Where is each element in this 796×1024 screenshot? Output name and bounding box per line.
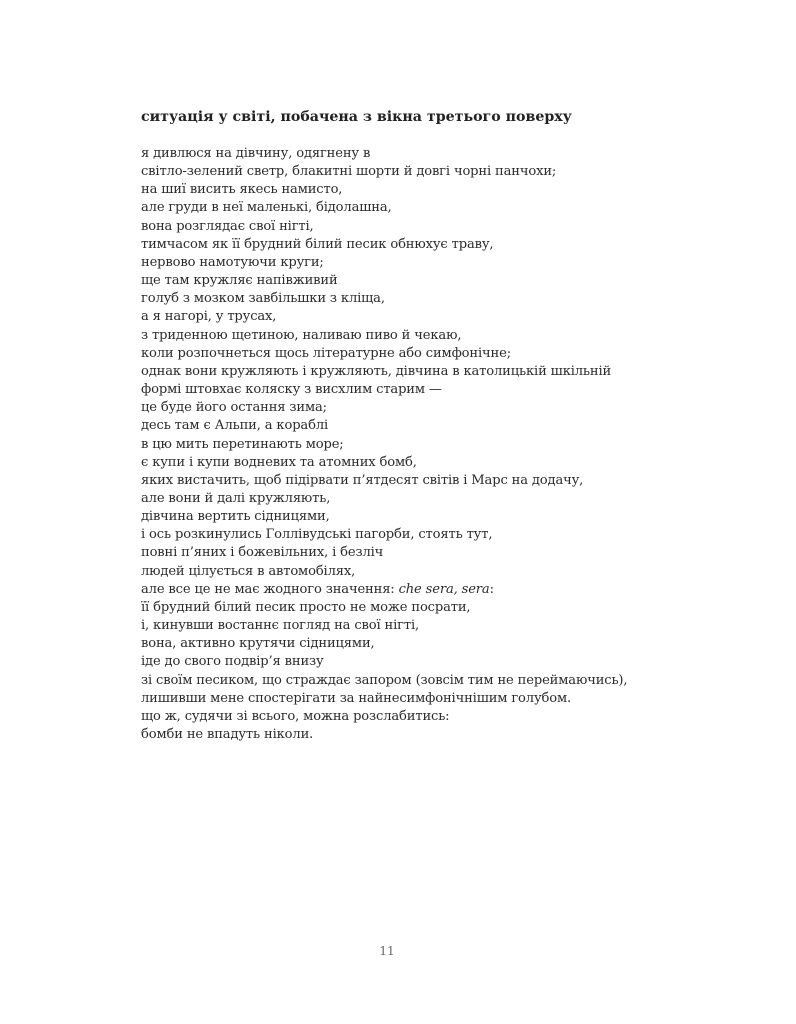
poem-line: бомби не впадуть ніколи. <box>141 727 314 742</box>
poem-line: десь там є Альпи, а кораблі <box>141 418 329 434</box>
poem-line: лишивши мене спостерігати за найнесимфонічнішим голубом. <box>141 690 572 706</box>
italic-phrase: che sera, sera <box>398 581 490 597</box>
poem-line-with-italic <box>141 581 627 599</box>
poem-line: це буде його остання зима; <box>141 400 327 416</box>
poem-line: голуб з мозком завбільшки з кліща, <box>141 291 385 307</box>
poem-line: з триденною щетиною, наливаю пиво й чекаю, <box>141 327 462 343</box>
poem-line: ще там кружляє напівживий <box>141 273 338 289</box>
poem-line: нервово намотуючи круги; <box>141 254 324 270</box>
poem-line: і ось розкинулись Голлівудські пагорби, стоять тут, <box>141 527 493 543</box>
poem-line: вона, активно крутячи сідницями, <box>141 636 375 652</box>
poem-line: але вони й далі кружляють, <box>141 490 331 506</box>
poem-line: її брудний білий песик просто не може посрати, <box>141 599 471 615</box>
poem-line: є купи і купи водневих та атомних бомб, <box>141 454 417 470</box>
poem-line: а я нагорі, у трусах, <box>141 309 277 325</box>
poem-line: яких вистачить, щоб підірвати п’ятдесят світів і Марс на додачу, <box>141 472 584 488</box>
poem-line: іде до свого подвір’я внизу <box>141 654 324 670</box>
poem-line: формі штовхає коляску з висхлим старим — <box>141 382 442 398</box>
poem-line: коли розпочнеться щось літературне або симфонічне; <box>141 345 511 361</box>
poem-line: людей цілується в автомобілях, <box>141 563 356 579</box>
poem-line: тимчасом як її брудний білий песик обнюхує траву, <box>141 236 494 252</box>
poem-line: на шиї висить якесь намисто, <box>141 182 343 198</box>
poem-line: дівчина вертить сідницями, <box>141 509 330 525</box>
poem-line: що ж, судячи зі всього, можна розслабитись: <box>141 708 450 724</box>
poem-title: ситуація у світі, побачена з вікна третього поверху <box>141 109 572 125</box>
poem-line-text: але все це не має жодного значення: <box>141 581 395 597</box>
poem-line: світло-зелений светр, блакитні шорти й довгі чорні панчохи; <box>141 164 557 180</box>
poem-line: і, кинувши востаннє погляд на свої нігті, <box>141 618 419 634</box>
poem-line: однак вони кружляють і кружляють, дівчина в католицькій шкільній <box>141 363 612 379</box>
italic-suffix: : <box>489 581 494 597</box>
page-number: 11 <box>379 944 395 958</box>
poem-line: повні п’яних і божевільних, і безліч <box>141 545 384 561</box>
poem-line: але груди в неї маленькі, бідолашна, <box>141 200 392 216</box>
poem-line: в цю мить перетинають море; <box>141 436 344 452</box>
poem-line: вона розглядає свої нігті, <box>141 218 314 234</box>
poem-line: я дивлюся на дівчину, одягнену в <box>141 146 371 161</box>
poem-line: зі своїм песиком, що страждає запором (зовсім тим не переймаючись), <box>141 672 628 688</box>
poem-body <box>141 145 627 744</box>
